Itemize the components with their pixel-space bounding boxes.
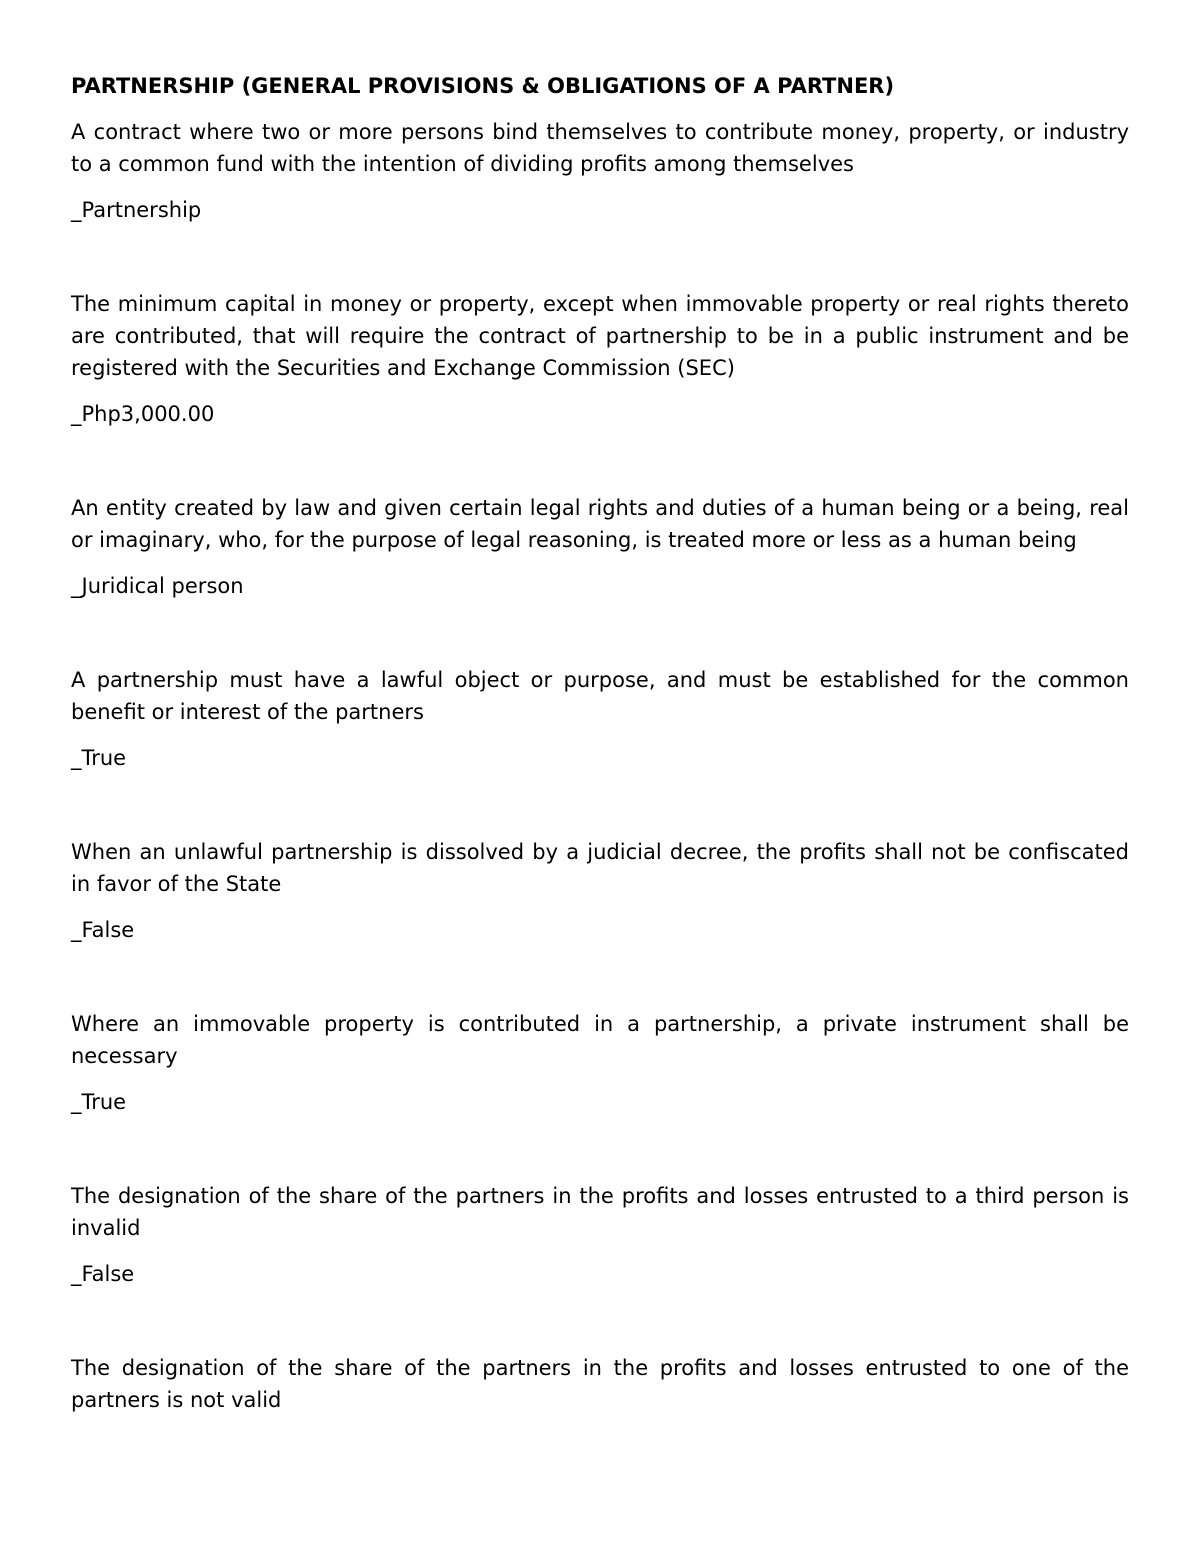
qa-item (71, 288, 1129, 430)
question-text: When an unlawful partnership is dissolved by a judicial decree, the profits shall not be confiscated in favor of the State (71, 840, 1129, 896)
answer-text: _Php3,000.00 (71, 402, 215, 426)
question-text: Where an immovable property is contributed in a partnership, a private instrument shall be necessary (71, 1012, 1129, 1068)
question-text: An entity created by law and given certain legal rights and duties of a human being or a being, real or imaginary, who, for the purpose of legal reasoning, is treated more or less as a human being (71, 496, 1129, 552)
answer-text: _True (71, 746, 127, 770)
question-text: A contract where two or more persons bind themselves to contribute money, property, or industry to a common fund with the intention of dividing profits among themselves (71, 120, 1129, 176)
answer-text: _Partnership (71, 198, 202, 222)
qa-item (71, 1180, 1129, 1290)
question-text: The designation of the share of the partners in the profits and losses entrusted to one of the partners is not valid (71, 1356, 1129, 1412)
document-title: PARTNERSHIP (GENERAL PROVISIONS & OBLIGATIONS OF A PARTNER) (71, 74, 895, 98)
answer-text: _False (71, 1262, 135, 1286)
answer-text: _True (71, 1090, 127, 1114)
question-text: The designation of the share of the partners in the profits and losses entrusted to a third person is invalid (71, 1184, 1129, 1240)
question-text: A partnership must have a lawful object or purpose, and must be established for the common benefit or interest of the partners (71, 668, 1129, 724)
qa-item (71, 492, 1129, 602)
answer-text: _False (71, 918, 135, 942)
qa-item (71, 116, 1129, 226)
qa-item (71, 664, 1129, 774)
answer-text: _Juridical person (71, 574, 244, 598)
document-page (71, 70, 1129, 1430)
qa-item (71, 836, 1129, 946)
question-text: The minimum capital in money or property, except when immovable property or real rights thereto are contributed, that will require the contract of partnership to be in a public instrument and be registered with the Securities and Exchange Commission (SEC) (71, 292, 1129, 380)
qa-item (71, 1352, 1129, 1416)
qa-item (71, 1008, 1129, 1118)
